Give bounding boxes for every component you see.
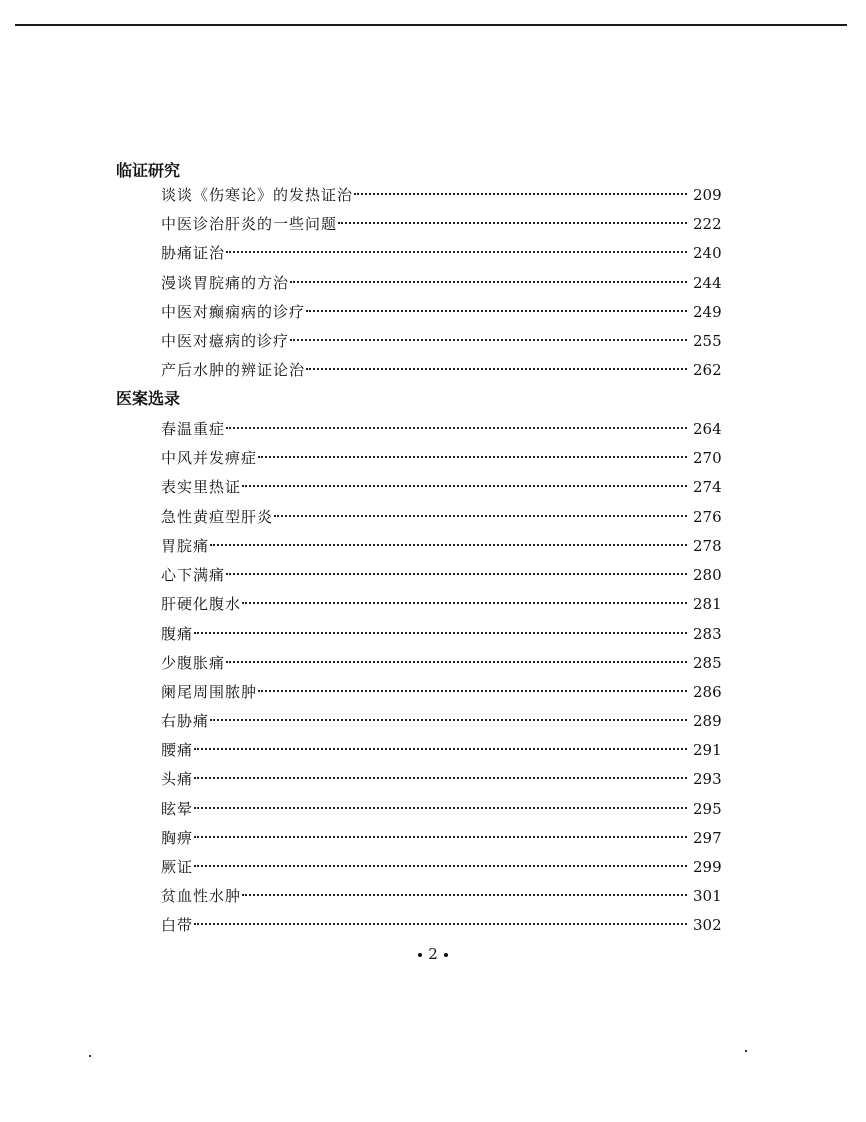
dot-leader [194,836,687,838]
toc-entry[interactable] [161,476,727,498]
entry-title: 胃脘痛 [161,537,210,555]
entry-page: 293 [693,770,722,788]
toc-entry[interactable] [161,798,727,820]
entry-page: 297 [693,829,722,847]
dot-leader [226,251,687,253]
entry-title: 眩晕 [161,800,194,818]
entry-page: 262 [693,361,722,379]
dot-leader [290,339,687,341]
entry-title: 阑尾周围脓肿 [161,683,258,701]
toc-entry[interactable] [161,652,727,674]
toc-entry[interactable] [161,564,727,586]
entry-title: 心下满痛 [161,566,226,584]
entry-title: 急性黄疸型肝炎 [161,508,274,526]
dot-leader [194,807,687,809]
entry-title: 中医诊治肝炎的一些问题 [161,215,338,233]
toc-entry[interactable] [161,768,727,790]
toc-entry[interactable] [161,593,727,615]
entry-page: 222 [693,215,722,233]
toc-entry[interactable] [161,272,727,294]
dot-leader [194,748,687,750]
dot-leader [258,456,687,458]
entry-title: 头痛 [161,770,194,788]
entry-title: 右胁痛 [161,712,210,730]
entry-page: 289 [693,712,722,730]
toc-entry[interactable] [161,242,727,264]
toc-entry[interactable] [161,506,727,528]
dot-leader [258,690,687,692]
bullet-dot [444,953,448,957]
entry-title: 胁痛证治 [161,244,226,262]
entry-page: 276 [693,508,722,526]
dot-leader [210,544,687,546]
bullet-dot [418,953,422,957]
toc-entry[interactable] [161,447,727,469]
toc-entry[interactable] [161,827,727,849]
dot-leader [354,193,687,195]
dot-leader [338,222,687,224]
dot-leader [290,281,687,283]
section-header-selected-cases: 医案选录 [116,389,181,408]
dot-leader [242,894,687,896]
entry-title: 腰痛 [161,741,194,759]
entry-page: 280 [693,566,722,584]
entry-title: 厥证 [161,858,194,876]
entry-page: 285 [693,654,722,672]
entry-title: 贫血性水肿 [161,887,242,905]
toc-entry[interactable] [161,885,727,907]
dot-leader [242,485,687,487]
entry-title: 肝硬化腹水 [161,595,242,613]
header-rule [15,24,847,26]
entry-page: 291 [693,741,722,759]
toc-entry[interactable] [161,739,727,761]
entry-title: 漫谈胃脘痛的方治 [161,274,290,292]
dot-leader [226,573,687,575]
toc-entry[interactable] [161,914,727,936]
entry-title: 春温重症 [161,420,226,438]
dot-leader [274,515,687,517]
section-header-clinical-research: 临证研究 [116,161,181,180]
toc-entry[interactable] [161,359,727,381]
entry-page: 270 [693,449,722,467]
dot-leader [226,661,687,663]
entry-title: 产后水肿的辨证论治 [161,361,306,379]
toc-entry[interactable] [161,418,727,440]
toc-entry[interactable] [161,184,727,206]
toc-entry[interactable] [161,856,727,878]
entry-page: 264 [693,420,722,438]
entry-title: 腹痛 [161,625,194,643]
entry-page: 209 [693,186,722,204]
entry-page: 244 [693,274,722,292]
entry-page: 278 [693,537,722,555]
entry-title: 胸痹 [161,829,194,847]
dot-leader [194,777,687,779]
entry-page: 286 [693,683,722,701]
toc-entry[interactable] [161,681,727,703]
scan-speck [89,1055,91,1057]
page-footer [0,945,866,963]
toc-entry[interactable] [161,301,727,323]
entry-title: 白带 [161,916,194,934]
dot-leader [226,427,687,429]
page-number: 2 [428,945,438,963]
entry-title: 中医对癫痫病的诊疗 [161,303,306,321]
toc-entry[interactable] [161,535,727,557]
dot-leader [210,719,687,721]
dot-leader [306,310,687,312]
entry-page: 240 [693,244,722,262]
entry-title: 谈谈《伤寒论》的发热证治 [161,186,354,204]
entry-page: 295 [693,800,722,818]
toc-entry[interactable] [161,623,727,645]
entry-title: 少腹胀痛 [161,654,226,672]
toc-entry[interactable] [161,710,727,732]
entry-page: 255 [693,332,722,350]
dot-leader [306,368,687,370]
entry-page: 302 [693,916,722,934]
entry-title: 中医对癔病的诊疗 [161,332,290,350]
scan-speck [745,1050,747,1052]
dot-leader [194,923,687,925]
toc-entry[interactable] [161,213,727,235]
entry-page: 301 [693,887,722,905]
dot-leader [194,632,687,634]
entry-title: 表实里热证 [161,478,242,496]
dot-leader [194,865,687,867]
entry-title: 中风并发痹症 [161,449,258,467]
entry-page: 249 [693,303,722,321]
dot-leader [242,602,687,604]
entry-page: 299 [693,858,722,876]
entry-page: 281 [693,595,722,613]
entry-page: 283 [693,625,722,643]
toc-entry[interactable] [161,330,727,352]
entry-page: 274 [693,478,722,496]
